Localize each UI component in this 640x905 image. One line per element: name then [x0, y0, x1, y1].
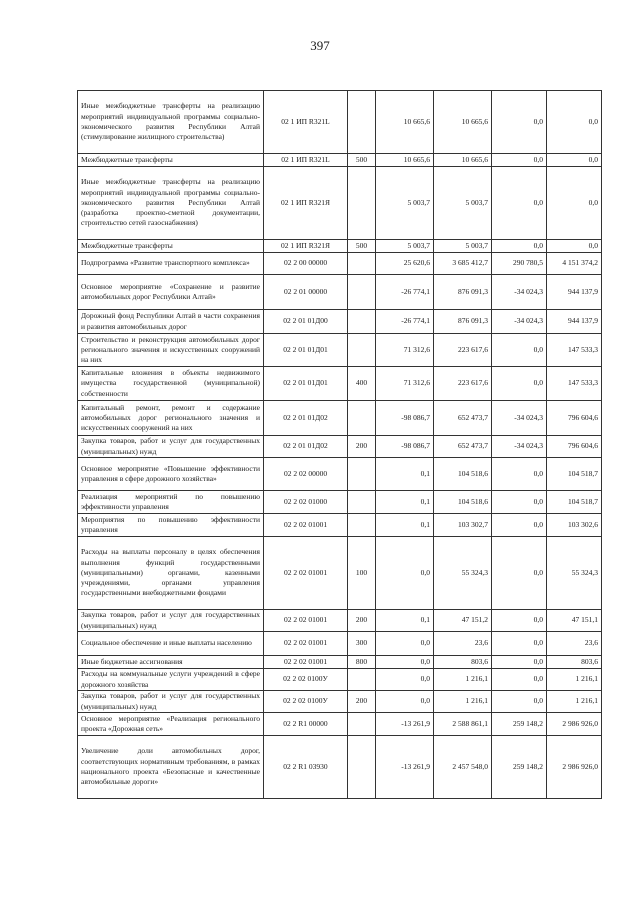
table-row	[78, 736, 602, 799]
row-value-1-cell: -13 261,9	[376, 736, 434, 799]
page-number: 397	[310, 38, 330, 53]
row-type-cell	[348, 491, 376, 514]
row-value-2-cell: 652 473,7	[434, 436, 492, 458]
row-code-cell: 02 2 01 01Д01	[264, 334, 348, 367]
row-value-1-cell: -98 086,7	[376, 401, 434, 436]
row-type-cell	[348, 401, 376, 436]
row-value-1-cell: 5 003,7	[376, 240, 434, 253]
row-type-cell	[348, 334, 376, 367]
table-row	[78, 691, 602, 713]
row-type-cell: 500	[348, 240, 376, 253]
row-value-4-cell: 796 604,6	[547, 436, 602, 458]
row-code-cell: 02 2 02 01001	[264, 537, 348, 610]
row-code-cell: 02 2 01 01Д02	[264, 436, 348, 458]
row-value-2-cell: 103 302,7	[434, 514, 492, 537]
row-name-cell: Социальное обеспечение и иные выплаты населению	[78, 632, 264, 656]
row-type-cell: 300	[348, 632, 376, 656]
row-code-cell: 02 2 02 00000	[264, 458, 348, 491]
row-code-cell: 02 1 ИП R321L	[264, 91, 348, 154]
row-name-cell: Иные межбюджетные трансферты на реализацию мероприятий индивидуальной программы социально-экономического развития Республики Алтай (стимулирование жилищного строительства)	[78, 91, 264, 154]
row-code-cell: 02 2 01 01Д02	[264, 401, 348, 436]
row-value-1-cell: 0,1	[376, 610, 434, 632]
row-type-cell	[348, 669, 376, 691]
row-type-cell	[348, 514, 376, 537]
row-value-1-cell: 0,0	[376, 537, 434, 610]
table-row	[78, 537, 602, 610]
row-code-cell: 02 2 02 0100У	[264, 691, 348, 713]
row-value-1-cell: 10 665,6	[376, 154, 434, 167]
row-value-1-cell: 0,1	[376, 514, 434, 537]
table-row	[78, 656, 602, 669]
row-value-3-cell: -34 024,3	[492, 436, 547, 458]
row-value-4-cell: 0,0	[547, 167, 602, 240]
row-value-3-cell: 259 148,2	[492, 736, 547, 799]
row-type-cell: 800	[348, 656, 376, 669]
row-type-cell	[348, 310, 376, 334]
row-code-cell: 02 2 01 01Д00	[264, 310, 348, 334]
row-type-cell	[348, 736, 376, 799]
table-row	[78, 310, 602, 334]
row-value-1-cell: -26 774,1	[376, 310, 434, 334]
table-row	[78, 154, 602, 167]
row-value-4-cell: 2 986 926,0	[547, 736, 602, 799]
row-name-cell: Основное мероприятие «Повышение эффективности управления в сфере дорожного хозяйства»	[78, 458, 264, 491]
row-value-1-cell: -13 261,9	[376, 713, 434, 736]
row-name-cell: Основное мероприятие «Реализация регионального проекта «Дорожная сеть»	[78, 713, 264, 736]
row-name-cell: Дорожный фонд Республики Алтай в части сохранения и развития автомобильных дорог	[78, 310, 264, 334]
row-code-cell: 02 2 01 01Д01	[264, 367, 348, 401]
row-value-2-cell: 47 151,2	[434, 610, 492, 632]
row-name-cell: Строительство и реконструкция автомобильных дорог регионального значения и искусственных сооружений на них	[78, 334, 264, 367]
row-value-2-cell: 5 003,7	[434, 167, 492, 240]
row-value-2-cell: 3 685 412,7	[434, 253, 492, 275]
row-value-4-cell: 147 533,3	[547, 334, 602, 367]
row-type-cell	[348, 167, 376, 240]
row-value-4-cell: 944 137,9	[547, 275, 602, 310]
row-name-cell: Мероприятия по повышению эффективности управления	[78, 514, 264, 537]
table-row	[78, 632, 602, 656]
row-code-cell: 02 2 02 01001	[264, 514, 348, 537]
row-value-4-cell: 803,6	[547, 656, 602, 669]
row-name-cell: Реализация мероприятий по повышению эффективности управления	[78, 491, 264, 514]
table-row	[78, 240, 602, 253]
row-value-3-cell: -34 024,3	[492, 310, 547, 334]
row-name-cell: Расходы на выплаты персоналу в целях обеспечения выполнения функций государственными (муниципальными) органами, казенными учреждениями, органами управления государственными внебюджетными фондами	[78, 537, 264, 610]
row-value-2-cell: 104 518,6	[434, 491, 492, 514]
row-value-2-cell: 10 665,6	[434, 154, 492, 167]
row-value-4-cell: 1 216,1	[547, 669, 602, 691]
row-value-3-cell: 0,0	[492, 334, 547, 367]
row-value-1-cell: 10 665,6	[376, 91, 434, 154]
row-value-2-cell: 803,6	[434, 656, 492, 669]
row-value-2-cell: 876 091,3	[434, 275, 492, 310]
row-name-cell: Капитальные вложения в объекты недвижимого имущества государственной (муниципальной) собственности	[78, 367, 264, 401]
table-row	[78, 491, 602, 514]
table-row	[78, 514, 602, 537]
row-type-cell	[348, 91, 376, 154]
row-name-cell: Увеличение доли автомобильных дорог, соответствующих нормативным требованиям, в рамках национального проекта «Безопасные и качественные автомобильные дороги»	[78, 736, 264, 799]
table-row	[78, 167, 602, 240]
row-value-3-cell: 0,0	[492, 610, 547, 632]
table-row	[78, 401, 602, 436]
row-value-1-cell: 0,1	[376, 491, 434, 514]
row-value-4-cell: 104 518,7	[547, 458, 602, 491]
table-row	[78, 713, 602, 736]
row-value-1-cell: 71 312,6	[376, 367, 434, 401]
row-value-3-cell: 290 780,5	[492, 253, 547, 275]
row-value-1-cell: 0,0	[376, 656, 434, 669]
row-value-4-cell: 4 151 374,2	[547, 253, 602, 275]
row-type-cell: 200	[348, 436, 376, 458]
row-type-cell	[348, 458, 376, 491]
row-value-3-cell: 0,0	[492, 240, 547, 253]
row-value-4-cell: 23,6	[547, 632, 602, 656]
row-value-3-cell: -34 024,3	[492, 401, 547, 436]
row-name-cell: Расходы на коммунальные услуги учреждений в сфере дорожного хозяйства	[78, 669, 264, 691]
row-value-3-cell: 0,0	[492, 167, 547, 240]
row-value-4-cell: 1 216,1	[547, 691, 602, 713]
budget-table-body	[78, 91, 602, 799]
row-value-3-cell: 0,0	[492, 91, 547, 154]
row-value-3-cell: 0,0	[492, 458, 547, 491]
row-value-3-cell: -34 024,3	[492, 275, 547, 310]
row-value-1-cell: 0,0	[376, 691, 434, 713]
row-type-cell: 200	[348, 610, 376, 632]
row-value-1-cell: -98 086,7	[376, 436, 434, 458]
row-code-cell: 02 2 01 00000	[264, 275, 348, 310]
row-value-2-cell: 876 091,3	[434, 310, 492, 334]
row-name-cell: Иные бюджетные ассигнования	[78, 656, 264, 669]
row-value-2-cell: 23,6	[434, 632, 492, 656]
row-code-cell: 02 2 R1 00000	[264, 713, 348, 736]
row-value-4-cell: 0,0	[547, 240, 602, 253]
row-value-2-cell: 10 665,6	[434, 91, 492, 154]
row-value-4-cell: 2 986 926,0	[547, 713, 602, 736]
row-value-4-cell: 55 324,3	[547, 537, 602, 610]
table-row	[78, 367, 602, 401]
row-type-cell: 100	[348, 537, 376, 610]
row-name-cell: Капитальный ремонт, ремонт и содержание автомобильных дорог регионального значения и искусственных сооружений на них	[78, 401, 264, 436]
row-value-4-cell: 147 533,3	[547, 367, 602, 401]
row-name-cell: Иные межбюджетные трансферты на реализацию мероприятий индивидуальной программы социально-экономического развития Республики Алтай (разработка проектно-сметной документации, строительство сетей газоснабжения)	[78, 167, 264, 240]
row-code-cell: 02 2 02 0100У	[264, 669, 348, 691]
row-type-cell: 500	[348, 154, 376, 167]
row-name-cell: Межбюджетные трансферты	[78, 240, 264, 253]
row-value-2-cell: 55 324,3	[434, 537, 492, 610]
row-value-1-cell: 71 312,6	[376, 334, 434, 367]
row-name-cell: Межбюджетные трансферты	[78, 154, 264, 167]
row-value-1-cell: -26 774,1	[376, 275, 434, 310]
row-value-3-cell: 0,0	[492, 691, 547, 713]
table-row	[78, 436, 602, 458]
table-row	[78, 610, 602, 632]
row-value-4-cell: 944 137,9	[547, 310, 602, 334]
row-code-cell: 02 1 ИП R321Я	[264, 167, 348, 240]
row-value-3-cell: 0,0	[492, 537, 547, 610]
row-value-1-cell: 0,0	[376, 669, 434, 691]
row-value-2-cell: 652 473,7	[434, 401, 492, 436]
row-value-3-cell: 0,0	[492, 632, 547, 656]
row-value-4-cell: 104 518,7	[547, 491, 602, 514]
row-value-4-cell: 47 151,1	[547, 610, 602, 632]
row-value-4-cell: 103 302,6	[547, 514, 602, 537]
row-type-cell	[348, 713, 376, 736]
row-type-cell: 400	[348, 367, 376, 401]
row-value-4-cell: 0,0	[547, 91, 602, 154]
row-value-1-cell: 0,0	[376, 632, 434, 656]
row-value-1-cell: 5 003,7	[376, 167, 434, 240]
row-value-3-cell: 0,0	[492, 669, 547, 691]
row-type-cell	[348, 253, 376, 275]
row-code-cell: 02 2 02 01001	[264, 632, 348, 656]
table-row	[78, 458, 602, 491]
budget-table	[77, 90, 602, 799]
row-value-2-cell: 223 617,6	[434, 334, 492, 367]
row-value-2-cell: 1 216,1	[434, 691, 492, 713]
row-value-3-cell: 0,0	[492, 154, 547, 167]
row-value-2-cell: 104 518,6	[434, 458, 492, 491]
table-row	[78, 253, 602, 275]
row-code-cell: 02 2 02 01001	[264, 610, 348, 632]
table-row	[78, 91, 602, 154]
table-row	[78, 669, 602, 691]
row-value-2-cell: 5 003,7	[434, 240, 492, 253]
row-name-cell: Закупка товаров, работ и услуг для государственных (муниципальных) нужд	[78, 436, 264, 458]
row-value-3-cell: 0,0	[492, 514, 547, 537]
row-value-2-cell: 2 588 861,1	[434, 713, 492, 736]
row-type-cell	[348, 275, 376, 310]
row-code-cell: 02 2 02 01001	[264, 656, 348, 669]
row-value-3-cell: 0,0	[492, 367, 547, 401]
row-value-3-cell: 0,0	[492, 656, 547, 669]
row-value-4-cell: 0,0	[547, 154, 602, 167]
row-type-cell: 200	[348, 691, 376, 713]
row-name-cell: Закупка товаров, работ и услуг для государственных (муниципальных) нужд	[78, 691, 264, 713]
row-value-2-cell: 1 216,1	[434, 669, 492, 691]
table-row	[78, 275, 602, 310]
row-code-cell: 02 1 ИП R321Я	[264, 240, 348, 253]
row-value-4-cell: 796 604,6	[547, 401, 602, 436]
row-name-cell: Основное мероприятие «Сохранение и развитие автомобильных дорог Республики Алтай»	[78, 275, 264, 310]
row-value-3-cell: 0,0	[492, 491, 547, 514]
table-row	[78, 334, 602, 367]
row-code-cell: 02 2 R1 03930	[264, 736, 348, 799]
row-code-cell: 02 2 02 01000	[264, 491, 348, 514]
row-value-2-cell: 223 617,6	[434, 367, 492, 401]
row-name-cell: Подпрограмма «Развитие транспортного комплекса»	[78, 253, 264, 275]
row-name-cell: Закупка товаров, работ и услуг для государственных (муниципальных) нужд	[78, 610, 264, 632]
row-code-cell: 02 1 ИП R321L	[264, 154, 348, 167]
row-value-3-cell: 259 148,2	[492, 713, 547, 736]
row-value-2-cell: 2 457 548,0	[434, 736, 492, 799]
row-code-cell: 02 2 00 00000	[264, 253, 348, 275]
row-value-1-cell: 25 620,6	[376, 253, 434, 275]
row-value-1-cell: 0,1	[376, 458, 434, 491]
